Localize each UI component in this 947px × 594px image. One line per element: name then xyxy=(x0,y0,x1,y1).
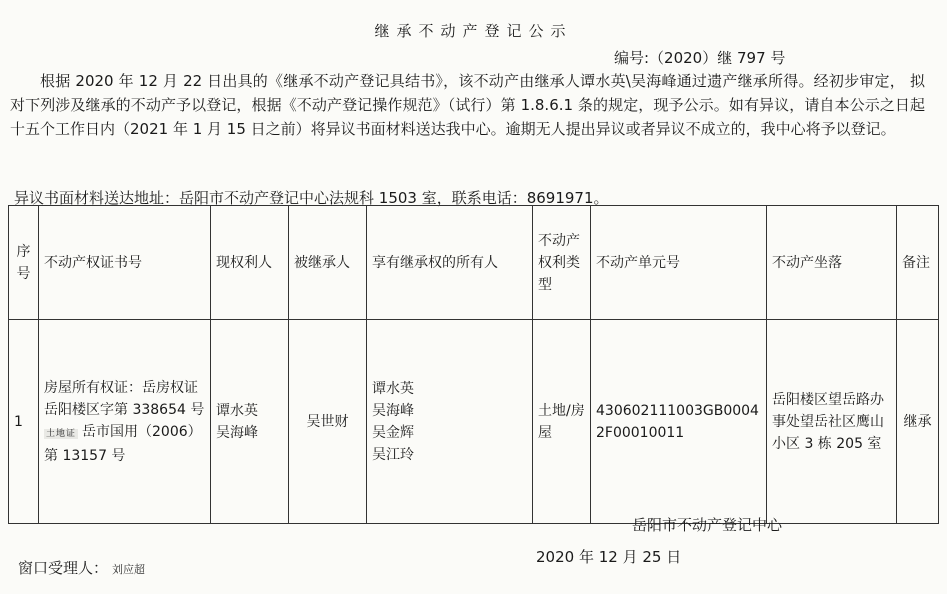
notice-title: 继承不动产登记公示 xyxy=(374,22,573,40)
cell-heirs xyxy=(367,320,533,524)
cell-location: 岳阳楼区望岳路办事处望岳社区鹰山小区 3 栋 205 室 xyxy=(767,320,897,524)
issue-date: 2020 年 12 月 25 日 xyxy=(536,548,682,566)
header-right-type: 不动产权利类型 xyxy=(533,206,591,320)
objection-address: 异议书面材料送达地址：岳阳市不动产登记中心法规科 1503 室，联系电话：8691971。 xyxy=(14,189,609,207)
cell-decedent: 吴世财 xyxy=(289,320,367,524)
cell-cert-no xyxy=(39,320,211,524)
heir-item: 吴海峰 xyxy=(372,402,414,419)
cell-right-type: 土地/房屋 xyxy=(533,320,591,524)
cert-land-number: 岳市国用（2006）第 13157 号 xyxy=(44,423,202,464)
header-unit-no: 不动产单元号 xyxy=(591,206,767,320)
agent-signature: 刘应超 xyxy=(112,563,146,576)
registration-table xyxy=(8,205,939,524)
document-number: 编号:（2020）继 797 号 xyxy=(614,49,786,67)
header-seq: 序号 xyxy=(9,206,39,320)
header-current-holder: 现权利人 xyxy=(211,206,289,320)
cert-land xyxy=(44,421,205,467)
table-header-row xyxy=(9,206,939,320)
header-decedent: 被继承人 xyxy=(289,206,367,320)
cell-remark: 继承 xyxy=(897,320,939,524)
issuing-organization: 岳阳市不动产登记中心 xyxy=(632,516,783,534)
table-row xyxy=(9,320,939,524)
cell-current-holder: 谭水英 吴海峰 xyxy=(211,320,289,524)
header-heirs: 享有继承权的所有人 xyxy=(367,206,533,320)
header-cert-no: 不动产权证书号 xyxy=(39,206,211,320)
notice-body: 根据 2020 年 12 月 22 日出具的《继承不动产登记具结书》，该不动产由继承人谭水英\吴海峰通过遗产继承所得。经初步审定， 拟对下列涉及继承的不动产予以登记，根据《不动产登记操作规范》（试行）第 1.8.6.1 条的规定，现予公示。如有异议，请自本公示之日起十五个工作日内（2021 年 1 月 15 日之前）将异议书面材料送达我中心。逾期无人提出异议或者异议不成立的，我中心将予以登记。 xyxy=(10,72,925,138)
heir-item: 吴江玲 xyxy=(372,446,414,463)
header-remark: 备注 xyxy=(897,206,939,320)
agent-label: 窗口受理人： xyxy=(18,559,109,577)
heir-item: 吴金辉 xyxy=(372,424,414,441)
header-location: 不动产坐落 xyxy=(767,206,897,320)
cell-unit-no: 430602111003GB00042F00010011 xyxy=(591,320,767,524)
cell-seq: 1 xyxy=(9,320,39,524)
window-agent xyxy=(18,557,145,578)
land-cert-tag: 土地证 xyxy=(46,428,77,439)
heir-item: 谭水英 xyxy=(372,380,414,397)
cert-house: 房屋所有权证：岳房权证岳阳楼区字第 338654 号 xyxy=(44,379,205,418)
